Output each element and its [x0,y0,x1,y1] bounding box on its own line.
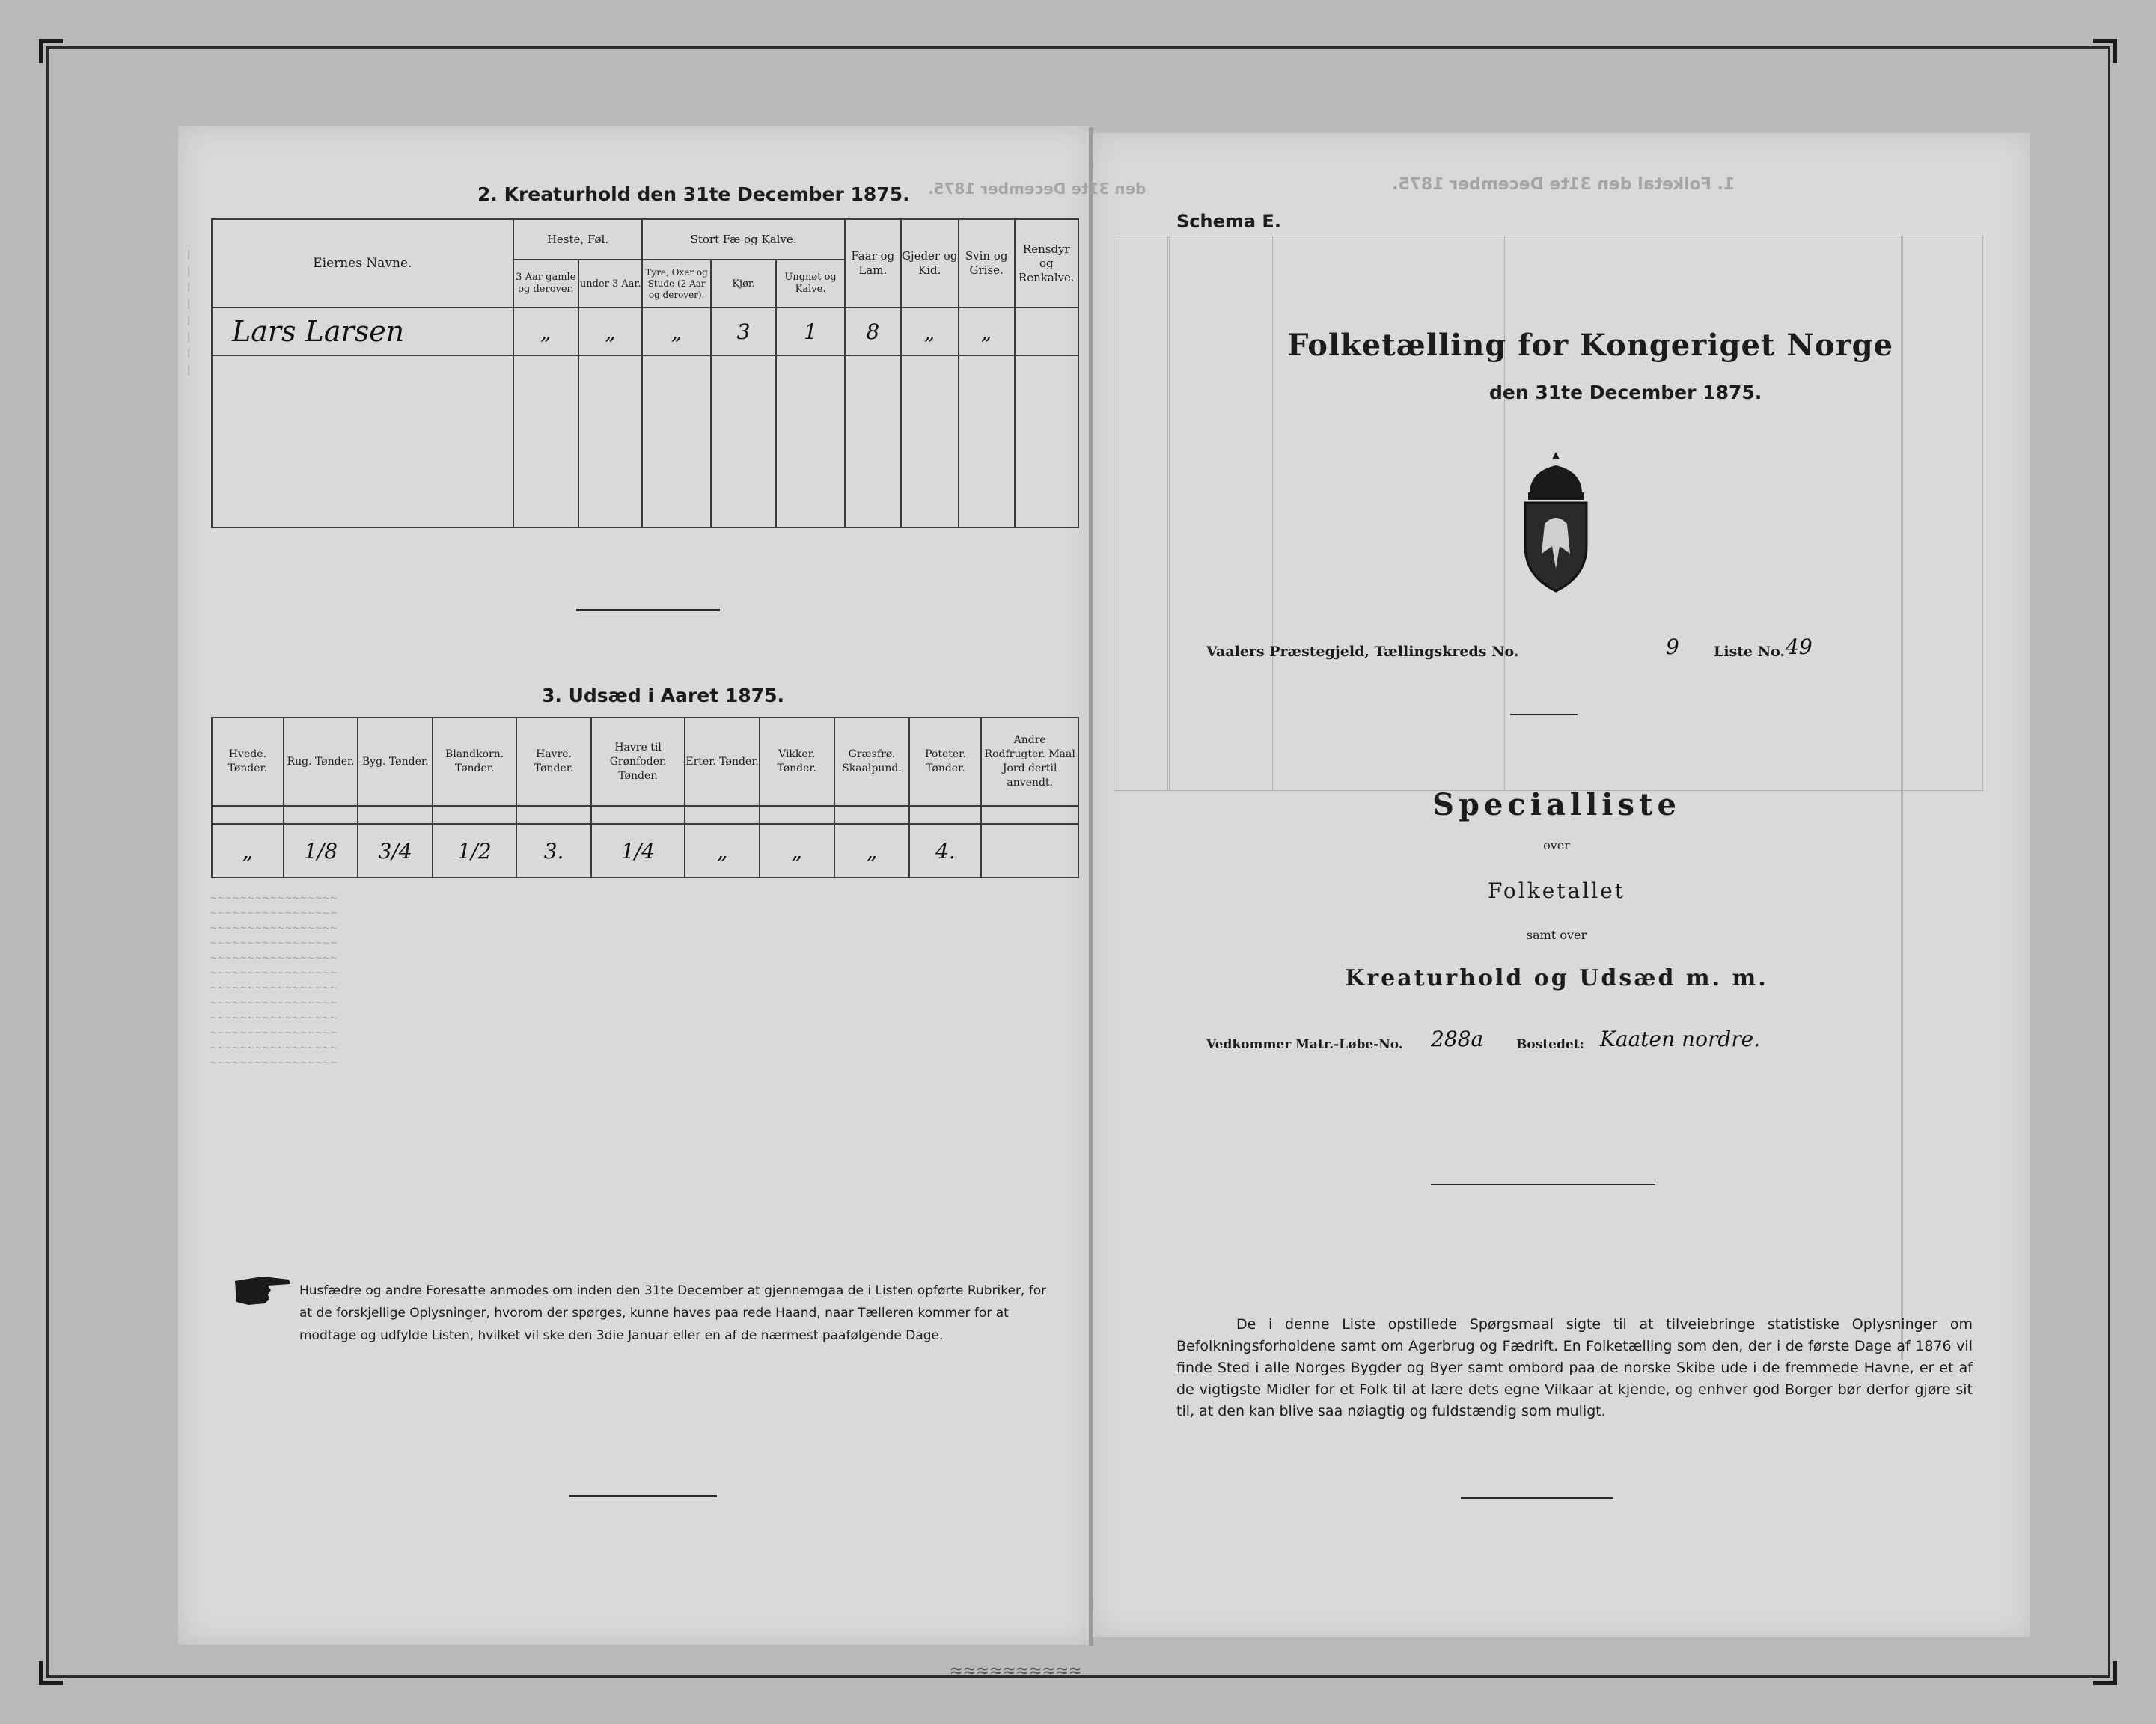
matr-label: Vedkommer Matr.-Løbe-No. [1206,1037,1403,1052]
kreaturhold-label: Kreaturhold og Udsæd m. m. [1345,965,1768,991]
goats-header: Gjeder og Kid. [901,219,959,308]
seed-blank-cell [516,806,591,824]
seed-value: 4. [909,824,981,878]
separator-line-bottom [569,1495,717,1497]
seed-blank-cell [834,806,910,824]
horse-group-header: Heste, Føl. [513,219,643,260]
seed-header: Byg. Tønder. [358,718,433,806]
cattle-young-value: 1 [776,308,845,355]
seed-header: Rug. Tønder. [284,718,358,806]
livestock-table [211,218,1079,528]
coat-of-arms-icon [1515,449,1597,595]
closing-rule [1461,1497,1613,1499]
list-number: 49 [1786,635,1813,659]
sheep-value: 8 [845,308,901,355]
seed-blank-cell [685,806,760,824]
seed-blank-cell [591,806,685,824]
section2-title: 2. Kreaturhold den 31te December 1875. [477,183,910,205]
table-row [212,308,1078,355]
seed-blank-cell [358,806,433,824]
samt-over-label: samt over [1526,928,1587,942]
reindeer-header: Rensdyr og Renkalve. [1015,219,1078,308]
crop-mark-top-left [39,39,63,63]
seed-blank-cell [212,806,284,824]
horse-young-header: under 3 Aar. [578,260,642,308]
pointing-hand-icon [233,1274,292,1306]
faint-grid-line [1901,236,1903,1360]
specialliste-title: Specialliste [1432,787,1681,822]
seed-header: Erter. Tønder. [685,718,760,806]
cattle-bulls-value: „ [642,308,711,355]
section3-title: 3. Udsæd i Aaret 1875. [542,685,784,706]
seed-value: 3/4 [358,824,433,878]
seed-blank-cell [433,806,516,824]
matr-number: 288a [1431,1027,1484,1051]
footer-tick-mark: ≈≈≈≈≈≈≈≈≈≈ [950,1660,1083,1682]
list-label: Liste No. [1714,644,1786,660]
seed-header: Andre Rodfrugter. Maal Jord dertil anvendt. [981,718,1078,806]
ghost-header: 1. Folketal den 31te December 1875. [1392,175,1735,194]
cattle-cows-value: 3 [711,308,776,355]
crop-mark-bottom-right [2093,1661,2117,1685]
cattle-cows-header: Kjør. [711,260,776,308]
bleed-through-text: ~~~~~~~~~~~~~~~~~ ~~~~~~~~~~~~~~~~~ ~~~~~~~~~~~~~~~~~ ~~~~~~~~~~~~~~~~~ ~~~~~~~~~~~~~~~~~ ~~~~~~~~~~~~~~~~~ ~~~~~~~~~~~~~~~~~ ~~~~~~~~~~~~~~~~~ ~~~~~~~~~~~~~~~~~ ~~~~~~~~~~~~~~~~~ ~~~~~~~~~~~~~~~~~ ~~~~~~~~~~~~~~~~~ [210,893,338,1068]
short-rule [1510,714,1578,715]
seed-header: Græsfrø. Skaalpund. [834,718,910,806]
signature-line [1431,1184,1655,1185]
pigs-header: Svin og Grise. [959,219,1015,308]
seed-header: Hvede. Tønder. [212,718,284,806]
faint-grid-line [1272,236,1274,791]
district-number: 9 [1666,635,1679,659]
seed-value [981,824,1078,878]
seed-blank-cell [760,806,834,824]
seed-value: „ [685,824,760,878]
seed-value: „ [834,824,910,878]
seed-blank-cell [284,806,358,824]
cattle-young-header: Ungnøt og Kalve. [776,260,845,308]
seed-blank-cell [981,806,1078,824]
seed-value: 1/4 [591,824,685,878]
separator-line [576,609,720,611]
section2-ghost-title: den 31te December 1875. [928,180,1146,198]
document-title: Folketælling for Kongeriget Norge [1287,328,1894,363]
seed-value: „ [212,824,284,878]
parish-label: Vaalers Præstegjeld, Tællingskreds No. [1206,644,1519,660]
goats-value: „ [901,308,959,355]
faint-grid-line [1504,236,1506,791]
seed-header: Blandkorn. Tønder. [433,718,516,806]
reindeer-value [1015,308,1078,355]
seed-header: Vikker. Tønder. [760,718,834,806]
margin-bleed-text: | | | | | | | | [187,249,191,376]
sheep-header: Faar og Lam. [845,219,901,308]
owner-header: Eiernes Navne. [212,219,513,308]
instruction-notice: Husfædre og andre Foresatte anmodes om inden den 31te December at gjennemgaa de i Listen opførte Rubriker, for at de forskjellige Oplysninger, hvorom der spørges, kunne haves paa rede Haand, naar Tælleren kommer for at modtage og udfylde Listen, hvilket vil ske den 3die Januar eller en af de nærmest paafølgende Dage. [299,1283,1047,1343]
explanatory-paragraph: De i denne Liste opstillede Spørgsmaal sigte til at tilveiebringe statistiske Oplysninger om Befolkningsforholdene samt om Agerbrug og Fædrift. En Folketælling som den, der i de første Dage af 1876 vil finde Sted i alle Norges Bygder og Byer samt ombord paa de norske Skibe ude i de fremmede Havne, er et af de vigtigste Midler for et Folk til at lære dets egne Vilkaar at kjende, og enhver god Borger bør derfor gjøre sit til, at den kan blive saa nøiagtig og fuldstændig som muligt. [1176,1316,1973,1419]
crop-mark-bottom-left [39,1661,63,1685]
folketallet-label: Folketallet [1488,878,1625,903]
bosted-label: Bostedet: [1516,1037,1584,1052]
horse-old-value: „ [513,308,578,355]
table-row-empty [212,355,1078,528]
bosted-value: Kaaten nordre. [1600,1027,1761,1051]
seed-value: „ [760,824,834,878]
document-subtitle: den 31te December 1875. [1489,382,1762,403]
seed-value: 1/8 [284,824,358,878]
over-label: over [1543,838,1570,852]
seed-value: 3. [516,824,591,878]
seed-table [211,717,1079,878]
schema-label: Schema E. [1176,211,1281,232]
seed-header: Havre. Tønder. [516,718,591,806]
seed-value: 1/2 [433,824,516,878]
owner-name: Lars Larsen [212,308,513,355]
horse-young-value: „ [578,308,642,355]
crop-mark-top-right [2093,39,2117,63]
cattle-bulls-header: Tyre, Oxer og Stude (2 Aar og derover). [642,260,711,308]
faint-grid-line [1167,236,1170,791]
pigs-value: „ [959,308,1015,355]
cattle-group-header: Stort Fæ og Kalve. [642,219,844,260]
horse-old-header: 3 Aar gamle og derover. [513,260,578,308]
seed-header: Havre til Grønfoder. Tønder. [591,718,685,806]
seed-header: Poteter. Tønder. [909,718,981,806]
seed-blank-cell [909,806,981,824]
